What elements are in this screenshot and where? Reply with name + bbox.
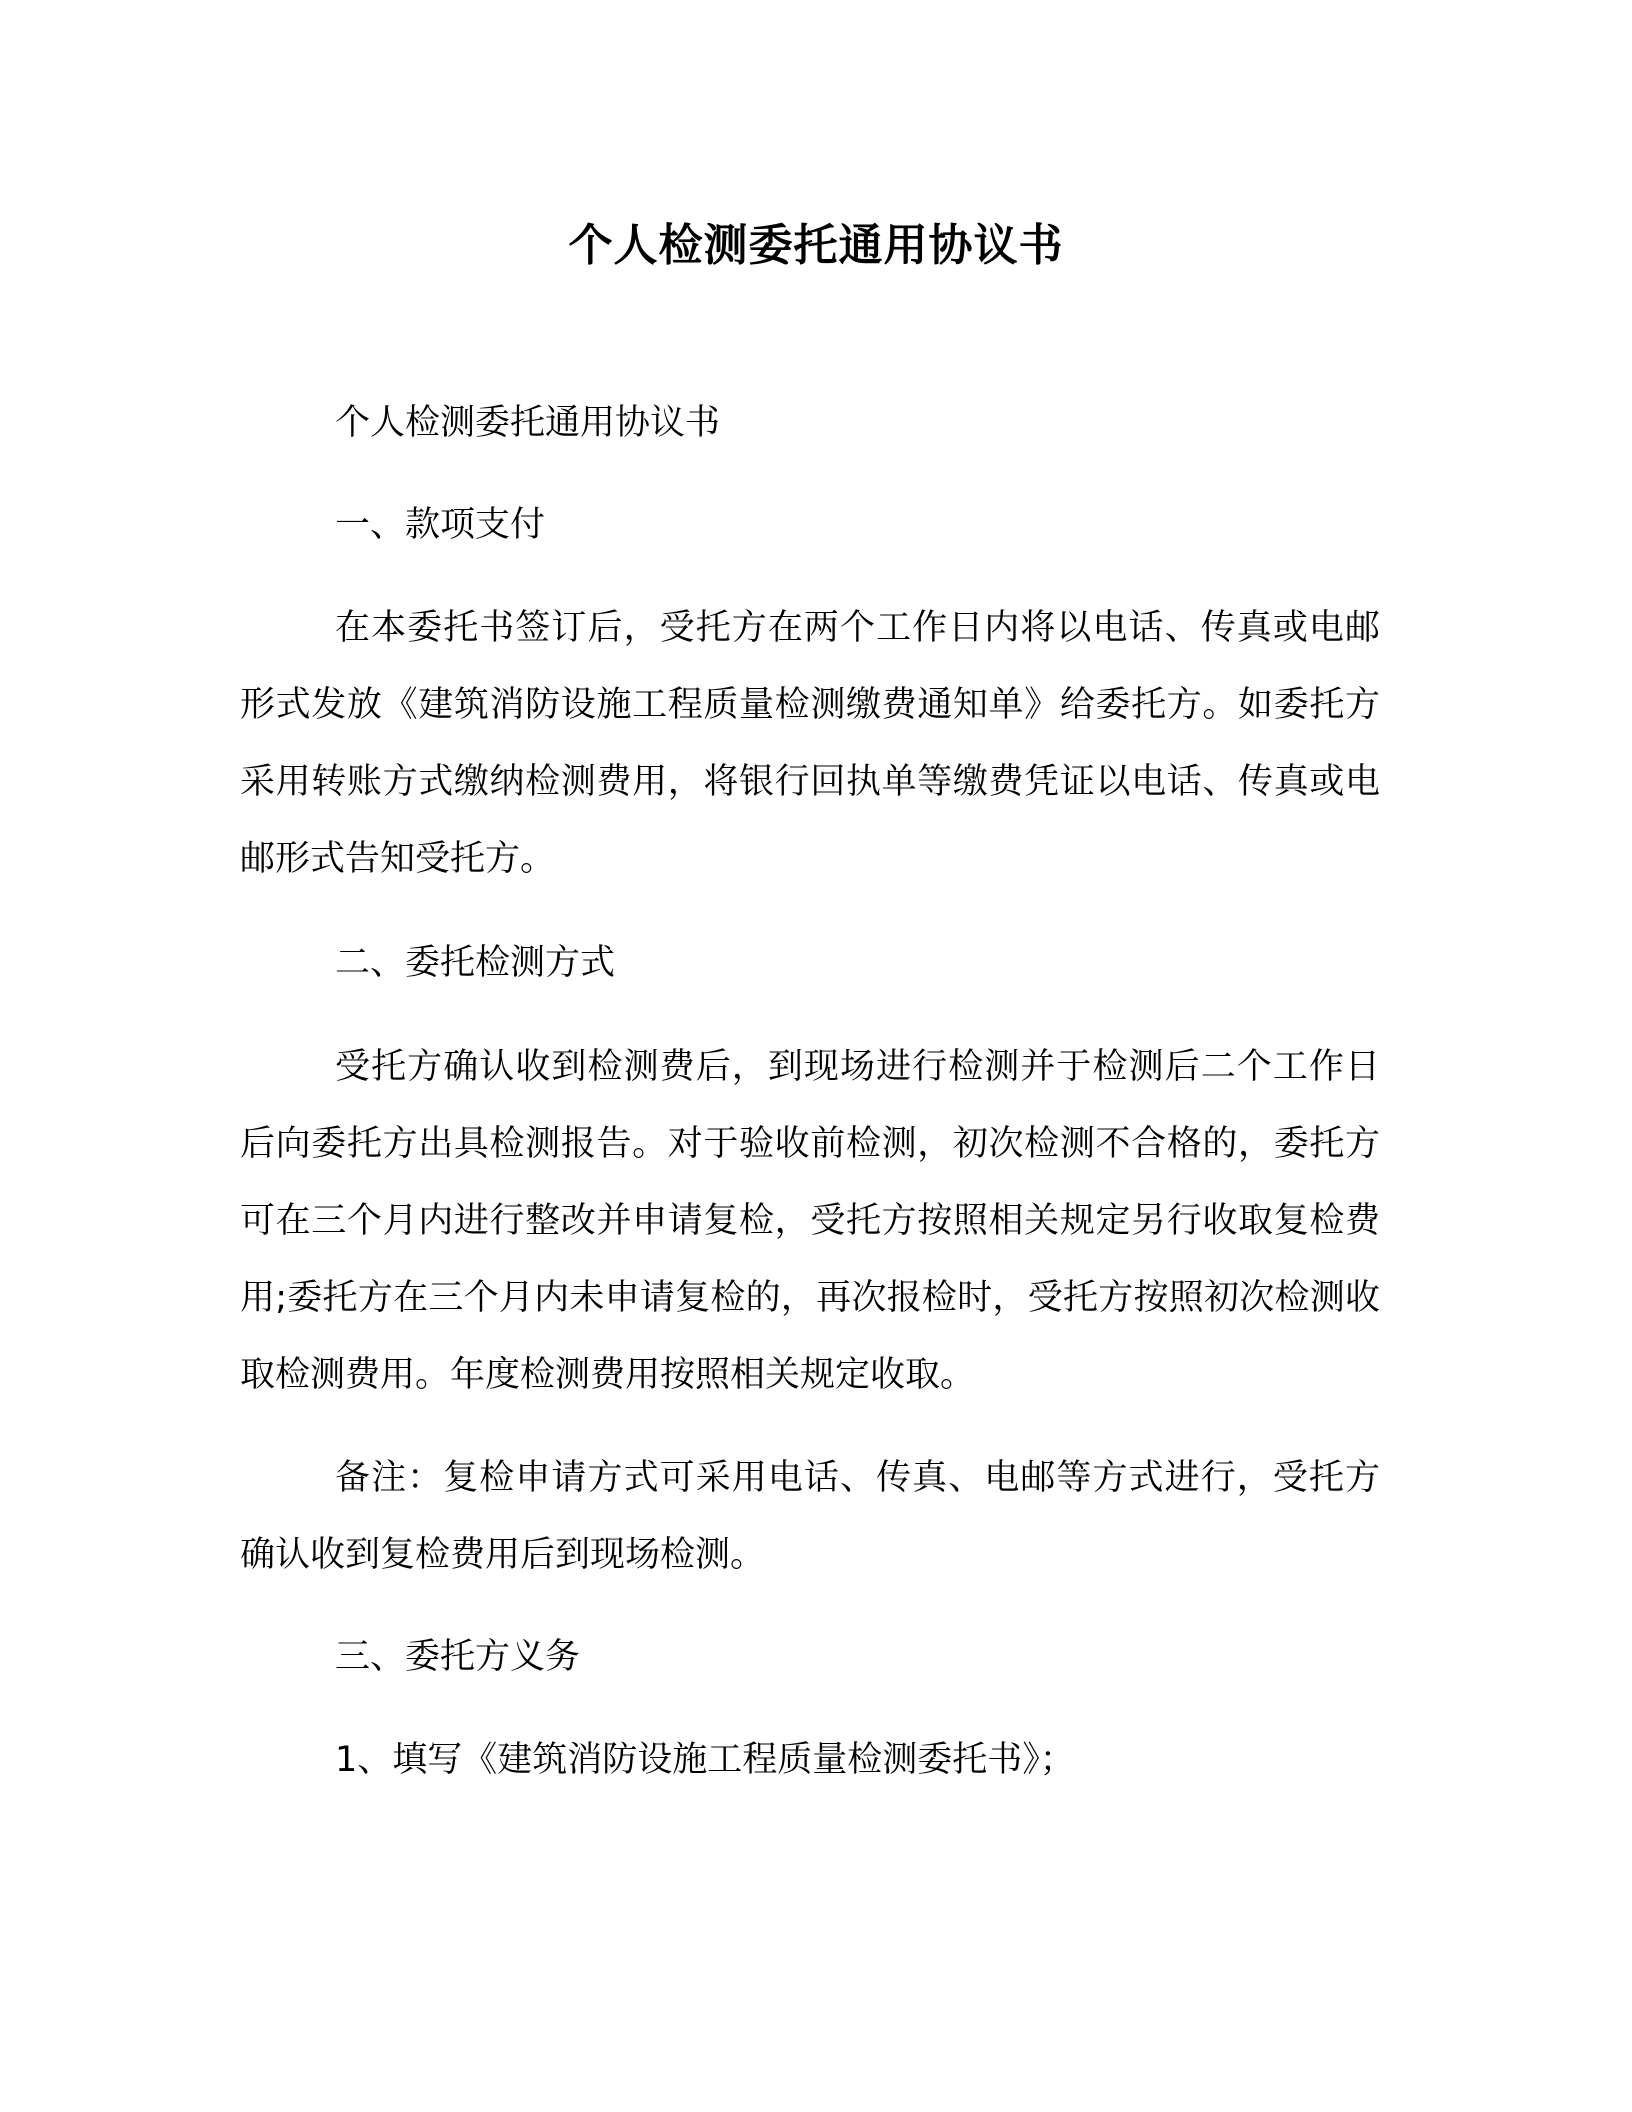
section2-paragraph: 受托方确认收到检测费后，到现场进行检测并于检测后二个工作日后向委托方出具检测报告。对于验收前检测，初次检测不合格的，委托方可在三个月内进行整改并申请复检，受托方按照相关规定另行收取复检费用;委托方在三个月内未申请复检的，再次报检时，受托方按照初次检测收取检测费用。年度检测费用按照相关规定收取。 [240, 1047, 1380, 1395]
section2-note: 备注：复检申请方式可采用电话、传真、电邮等方式进行，受托方确认收到复检费用后到现场检测。 [240, 1458, 1380, 1575]
section3-item1: 1、填写《建筑消防设施工程质量检测委托书》； [335, 1740, 1075, 1780]
section3-heading: 三、委托方义务 [335, 1637, 581, 1677]
document-subtitle: 个人检测委托通用协议书 [335, 403, 721, 443]
section1-paragraph: 在本委托书签订后，受托方在两个工作日内将以电话、传真或电邮形式发放《建筑消防设施工程质量检测缴费通知单》给委托方。如委托方采用转账方式缴纳检测费用，将银行回执单等缴费凭证以电话、传真或电邮形式告知受托方。 [240, 608, 1380, 879]
document-title: 个人检测委托通用协议书 [568, 220, 1064, 271]
section1-heading: 一、款项支付 [335, 505, 546, 545]
section2-heading: 二、委托检测方式 [335, 943, 616, 983]
